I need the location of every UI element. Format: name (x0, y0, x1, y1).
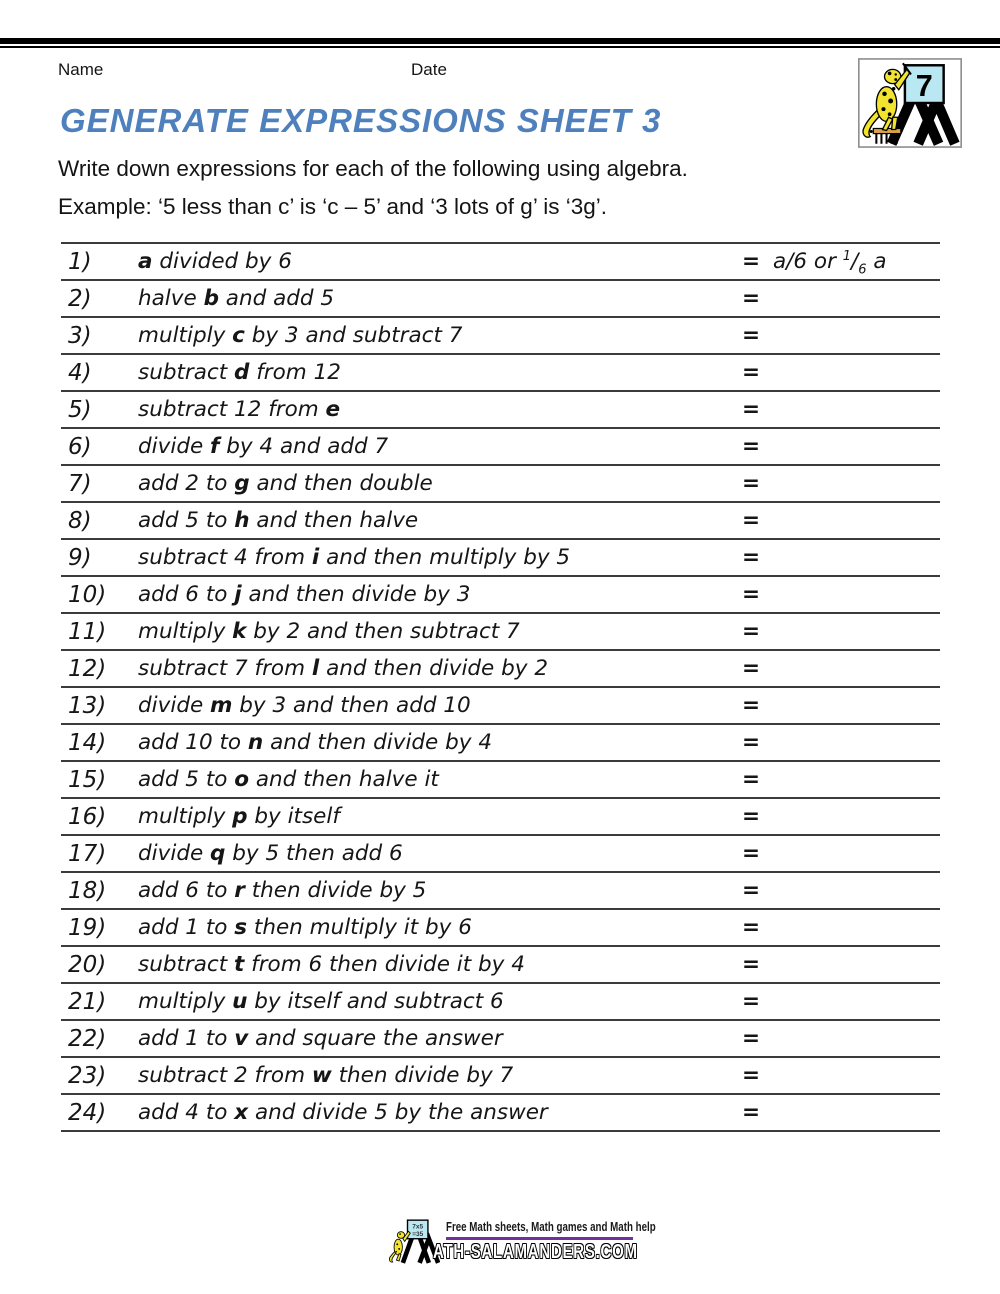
problem-text: add 5 to o and then halve it (138, 767, 439, 792)
problem-row (61, 614, 940, 651)
problem-text: add 10 to n and then divide by 4 (138, 730, 493, 755)
problem-row (61, 688, 940, 725)
fraction-denominator: 6 (858, 262, 867, 278)
equals-sign: = (742, 1026, 761, 1051)
equals-sign: = (742, 323, 761, 348)
variable-letter: h (234, 508, 250, 533)
salamander-eye (895, 73, 897, 75)
problem-row (61, 355, 940, 392)
problem-number: 11) (68, 618, 107, 645)
problem-row (61, 429, 940, 466)
problem-row (61, 577, 940, 614)
answer-text: a/6 or $^1/_6$ a (773, 248, 887, 278)
problem-row (61, 318, 940, 355)
problem-row (61, 540, 940, 577)
problem-text: add 4 to x and divide 5 by the answer (138, 1100, 548, 1125)
problem-number: 15) (68, 766, 107, 793)
equals-sign: = (742, 471, 761, 496)
problem-text: add 6 to j and then divide by 3 (138, 582, 471, 607)
problem-number: 10) (68, 581, 107, 608)
example-text: Example: ‘5 less than c’ is ‘c – 5’ and ‘3 lots of g’ is ‘3g’. (58, 194, 608, 219)
variable-letter: o (234, 767, 250, 792)
problem-number: 18) (68, 877, 107, 904)
equals-sign: = (742, 989, 761, 1014)
problem-row (61, 984, 940, 1021)
equals-sign: = (742, 360, 761, 385)
problem-row (61, 244, 940, 281)
variable-letter: g (234, 471, 250, 496)
variable-letter: t (234, 952, 245, 977)
equals-sign: = (742, 841, 761, 866)
problems-list (61, 242, 940, 1132)
problem-row (61, 392, 940, 429)
problem-row (61, 910, 940, 947)
problem-text: subtract 2 from w then divide by 7 (138, 1063, 514, 1088)
problem-text: add 2 to g and then double (138, 471, 433, 496)
problem-number: 12) (68, 655, 107, 682)
equals-sign: = (742, 1063, 761, 1088)
problem-row (61, 466, 940, 503)
variable-letter: l (311, 656, 320, 681)
problem-text: halve b and add 5 (138, 286, 335, 311)
problem-number: 16) (68, 803, 107, 830)
variable-letter: e (325, 397, 341, 422)
problem-row (61, 281, 940, 318)
equals-sign: = (742, 767, 761, 792)
problem-text: add 6 to r then divide by 5 (138, 878, 427, 903)
footer-board-line1: 7x5 (412, 1223, 424, 1231)
problem-number: 5) (68, 396, 92, 423)
footer-underline (446, 1237, 633, 1240)
problem-text: subtract t from 6 then divide it by 4 (138, 952, 525, 977)
variable-letter: u (232, 989, 248, 1014)
variable-letter: r (234, 878, 245, 903)
problem-text: multiply u by itself and subtract 6 (138, 989, 504, 1014)
equals-sign: = (742, 804, 761, 829)
variable-letter: k (232, 619, 247, 644)
equals-sign: = (742, 656, 761, 681)
equals-sign: = (742, 286, 761, 311)
problem-row (61, 1021, 940, 1058)
problem-number: 14) (68, 729, 107, 756)
problem-text: subtract 12 from e (138, 397, 341, 422)
problem-text: subtract 7 from l and then divide by 2 (138, 656, 549, 681)
problem-number: 4) (68, 359, 92, 386)
variable-letter: c (232, 323, 245, 348)
problem-row (61, 725, 940, 762)
problem-row (61, 836, 940, 873)
problem-row (61, 503, 940, 540)
problem-text: divide f by 4 and add 7 (138, 434, 389, 459)
variable-letter: i (311, 545, 320, 570)
problem-text: subtract 4 from i and then multiply by 5 (138, 545, 571, 570)
problem-row (61, 762, 940, 799)
problem-row (61, 651, 940, 688)
variable-letter: a (138, 249, 153, 274)
problem-number: 7) (68, 470, 92, 497)
variable-letter: d (234, 360, 250, 385)
problem-text: add 1 to v and square the answer (138, 1026, 503, 1051)
problem-text: multiply p by itself (138, 804, 340, 829)
equals-sign: = (742, 1100, 761, 1125)
variable-letter: f (210, 434, 220, 459)
top-border-thin (0, 46, 1000, 48)
equals-sign: = (742, 693, 761, 718)
variable-letter: q (210, 841, 226, 866)
salamander-logo-icon (858, 58, 962, 148)
problem-row (61, 1095, 940, 1132)
problem-number: 20) (68, 951, 107, 978)
problem-row (61, 873, 940, 910)
variable-letter: n (247, 730, 264, 755)
date-label: Date (411, 60, 447, 79)
variable-letter: j (234, 582, 242, 607)
equals-sign: = (742, 249, 761, 274)
problem-number: 19) (68, 914, 107, 941)
problem-number: 17) (68, 840, 107, 867)
problem-row (61, 799, 940, 836)
variable-letter: v (234, 1026, 249, 1051)
footer-wordmark: ATH-SALAMANDERS.COM (433, 1241, 638, 1263)
instruction-text: Write down expressions for each of the following using algebra. (58, 156, 688, 181)
equals-sign: = (742, 878, 761, 903)
problem-text: multiply k by 2 and then subtract 7 (138, 619, 520, 644)
equals-sign: = (742, 582, 761, 607)
variable-letter: m (210, 693, 233, 718)
equals-sign: = (742, 619, 761, 644)
problem-number: 1) (68, 248, 92, 275)
problem-text: subtract d from 12 (138, 360, 341, 385)
problem-number: 23) (68, 1062, 107, 1089)
variable-letter: s (234, 915, 248, 940)
problem-row (61, 1058, 940, 1095)
equals-sign: = (742, 730, 761, 755)
problem-text: multiply c by 3 and subtract 7 (138, 323, 463, 348)
equals-sign: = (742, 915, 761, 940)
problem-number: 13) (68, 692, 107, 719)
equals-sign: = (742, 397, 761, 422)
variable-letter: x (234, 1100, 249, 1125)
problem-number: 21) (68, 988, 107, 1015)
equals-sign: = (742, 434, 761, 459)
equals-sign: = (742, 545, 761, 570)
variable-letter: p (232, 804, 248, 829)
top-border-thick (0, 38, 1000, 44)
problem-text: divide m by 3 and then add 10 (138, 693, 471, 718)
problem-text: divide q by 5 then add 6 (138, 841, 403, 866)
page-title: GENERATE EXPRESSIONS SHEET 3 (60, 102, 662, 139)
fraction-numerator: 1 (842, 248, 852, 264)
variable-letter: w (311, 1063, 332, 1088)
problem-number: 22) (68, 1025, 107, 1052)
problem-text: add 5 to h and then halve (138, 508, 419, 533)
problem-number: 6) (68, 433, 92, 460)
equals-sign: = (742, 952, 761, 977)
problem-text: add 1 to s then multiply it by 6 (138, 915, 472, 940)
footer-board-line2: =35 (412, 1230, 424, 1238)
problem-number: 9) (68, 544, 92, 571)
problem-number: 3) (68, 322, 92, 349)
footer-tagline: Free Math sheets, Math games and Math help (446, 1220, 656, 1234)
footer-brand (388, 1218, 658, 1272)
problem-number: 24) (68, 1099, 107, 1126)
problem-text: a divided by 6 (138, 249, 292, 274)
problem-row (61, 947, 940, 984)
equals-sign: = (742, 508, 761, 533)
name-label: Name (58, 60, 104, 79)
problem-number: 2) (68, 285, 92, 312)
variable-letter: b (203, 286, 219, 311)
problem-number: 8) (68, 507, 92, 534)
badge-number: 7 (915, 68, 933, 103)
